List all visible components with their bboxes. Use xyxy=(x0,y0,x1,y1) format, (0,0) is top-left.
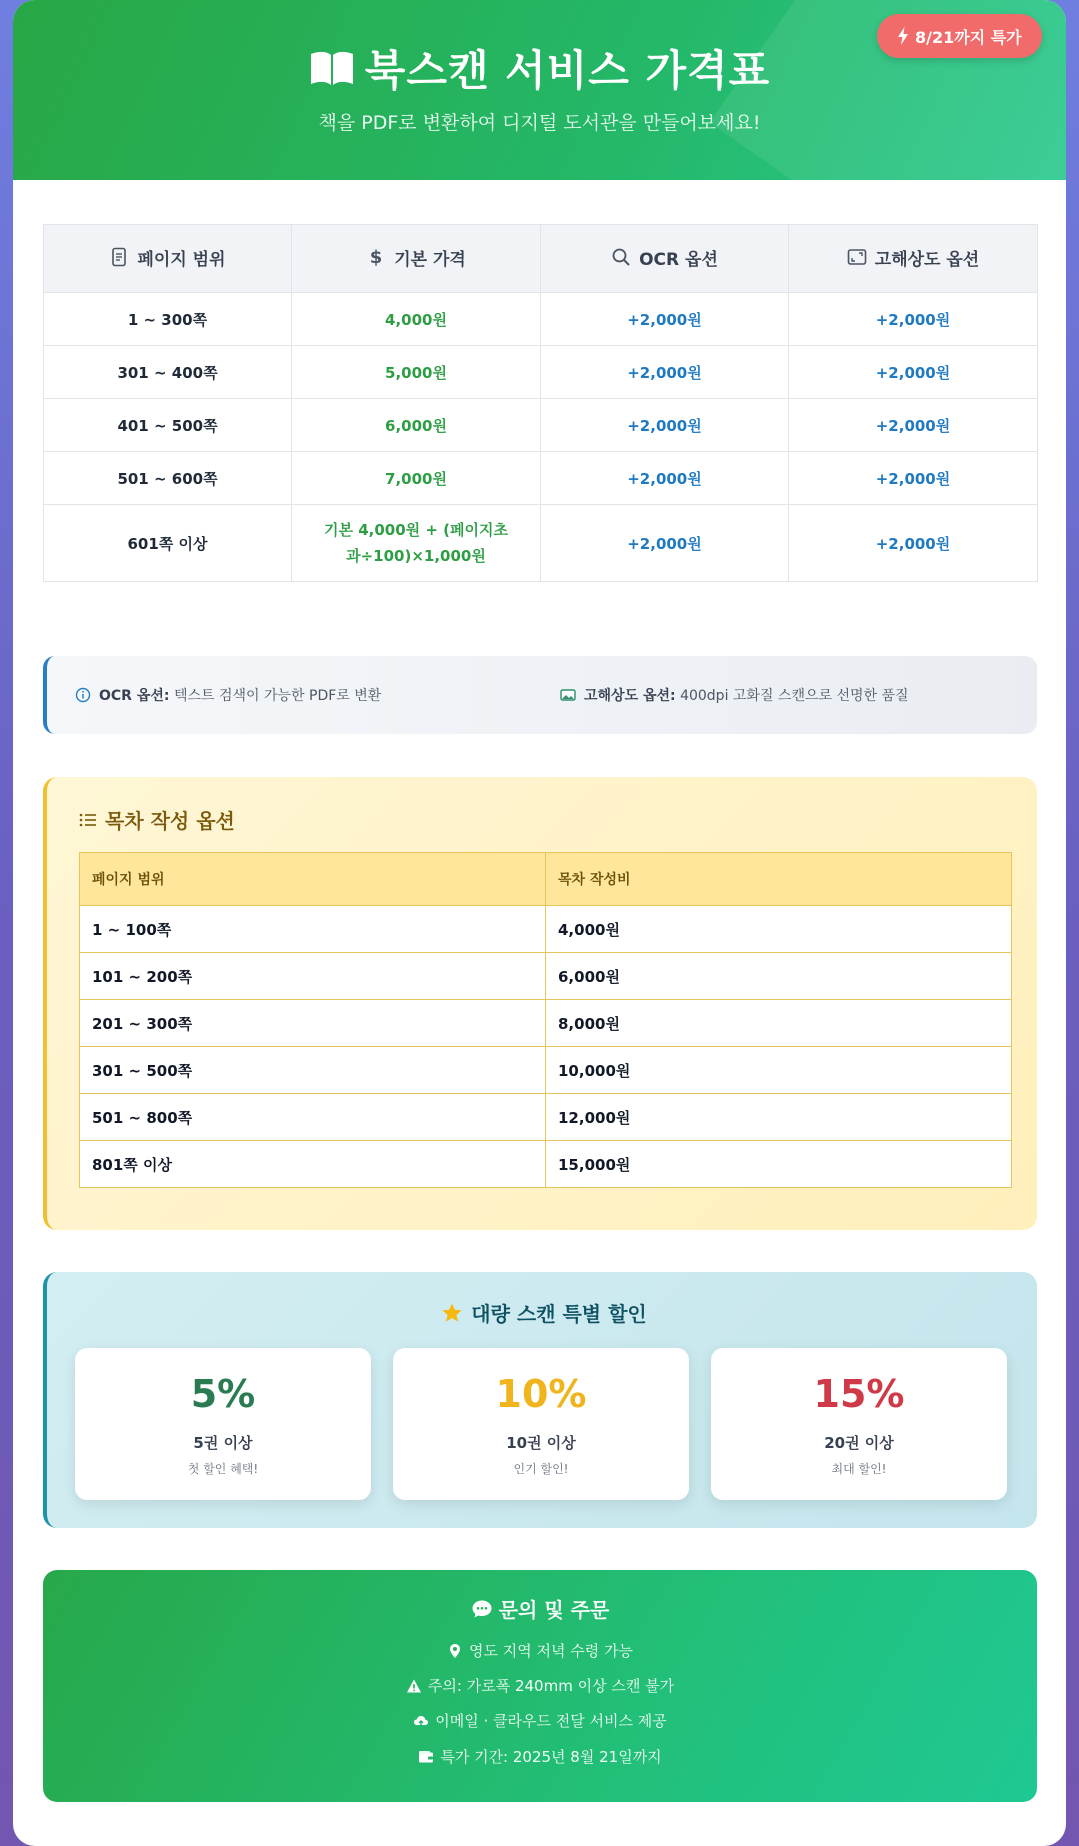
toc-price-cell: 4,000원 xyxy=(546,906,1012,953)
column-header-hires xyxy=(789,225,1038,293)
column-header-range: 페이지 범위 xyxy=(80,853,546,906)
page-subtitle: 책을 PDF로 변환하여 디지털 도서관을 만들어보세요! xyxy=(318,112,761,134)
range-cell: 1 ~ 300쪽 xyxy=(44,293,292,346)
table-row xyxy=(80,1047,1012,1094)
hires-price-cell: +2,000원 xyxy=(789,293,1038,346)
toc-option-box xyxy=(43,777,1037,1230)
discount-note: 인기 할인! xyxy=(513,1462,569,1476)
table-row xyxy=(44,452,1038,505)
dollar-icon xyxy=(366,247,386,267)
discount-note: 첫 할인 혜택! xyxy=(187,1462,259,1476)
cloud-upload-icon xyxy=(413,1713,429,1729)
hires-price-cell: +2,000원 xyxy=(789,452,1038,505)
table-row xyxy=(80,953,1012,1000)
document-icon xyxy=(109,247,129,267)
table-row xyxy=(80,1141,1012,1188)
discount-title-text: 대량 스캔 특별 할인 xyxy=(471,1302,647,1326)
range-cell: 401 ~ 500쪽 xyxy=(44,399,292,452)
wallet-icon xyxy=(418,1749,434,1765)
column-header-ocr-label: OCR 옵션 xyxy=(639,249,718,270)
base-price-cell: 7,000원 xyxy=(292,452,541,505)
table-row xyxy=(44,505,1038,582)
contact-box xyxy=(43,1570,1037,1802)
discount-condition: 20권 이상 xyxy=(824,1434,894,1452)
list-icon xyxy=(79,812,97,828)
range-cell: 301 ~ 400쪽 xyxy=(44,346,292,399)
hires-price-cell: +2,000원 xyxy=(789,399,1038,452)
range-cell: 501 ~ 600쪽 xyxy=(44,452,292,505)
ocr-info-label: OCR 옵션: xyxy=(99,688,170,704)
badge-text: 8/21까지 특가 xyxy=(915,27,1022,47)
table-row xyxy=(80,1000,1012,1047)
table-row xyxy=(44,346,1038,399)
contact-line-text: 주의: 가로폭 240mm 이상 스캔 불가 xyxy=(427,1677,675,1695)
table-row xyxy=(80,906,1012,953)
hires-price-cell: +2,000원 xyxy=(789,346,1038,399)
special-offer-badge xyxy=(877,14,1042,58)
toc-table-header-row xyxy=(80,853,1012,906)
contact-line-text: 영도 지역 저녁 수령 가능 xyxy=(469,1642,633,1660)
expand-icon xyxy=(847,247,867,267)
ocr-price-cell: +2,000원 xyxy=(541,346,789,399)
base-price-cell: 4,000원 xyxy=(292,293,541,346)
contact-line xyxy=(43,1746,1037,1767)
info-icon xyxy=(75,687,91,703)
hires-info-label: 고해상도 옵션: xyxy=(584,688,676,704)
discount-title xyxy=(47,1298,1041,1327)
column-header-range xyxy=(44,225,292,293)
discount-percent: 5% xyxy=(190,1372,256,1416)
column-header-base-label: 기본 가격 xyxy=(394,249,466,270)
discount-condition: 10권 이상 xyxy=(506,1434,576,1452)
discount-card xyxy=(75,1348,371,1500)
column-header-hires-label: 고해상도 옵션 xyxy=(874,249,980,270)
range-cell: 601쪽 이상 xyxy=(44,505,292,582)
hires-info xyxy=(560,656,909,734)
toc-price-cell: 8,000원 xyxy=(546,1000,1012,1047)
price-card xyxy=(13,0,1066,1846)
contact-title xyxy=(43,1594,1037,1623)
toc-table xyxy=(79,852,1012,1188)
contact-line xyxy=(43,1675,1037,1696)
discount-condition: 5권 이상 xyxy=(193,1434,253,1452)
toc-title xyxy=(79,805,235,834)
toc-price-cell: 10,000원 xyxy=(546,1047,1012,1094)
hires-info-text: 400dpi 고화질 스캔으로 선명한 품질 xyxy=(680,688,909,704)
bulk-discount-box xyxy=(43,1272,1037,1528)
chat-bubble-icon xyxy=(471,1599,493,1619)
range-cell: 201 ~ 300쪽 xyxy=(80,1000,546,1047)
column-header-base xyxy=(292,225,541,293)
price-table-header-row xyxy=(44,225,1038,293)
contact-line xyxy=(43,1640,1037,1661)
toc-title-text: 목차 작성 옵션 xyxy=(105,809,235,833)
toc-price-cell: 15,000원 xyxy=(546,1141,1012,1188)
star-icon xyxy=(441,1302,463,1324)
discount-percent: 15% xyxy=(813,1372,905,1416)
search-icon xyxy=(611,247,631,267)
base-price-cell: 기본 4,000원 + (페이지초과÷100)×1,000원 xyxy=(292,505,541,582)
base-price-cell: 6,000원 xyxy=(292,399,541,452)
lightning-icon xyxy=(897,27,909,45)
table-row xyxy=(44,399,1038,452)
base-price-cell: 5,000원 xyxy=(292,346,541,399)
ocr-price-cell: +2,000원 xyxy=(541,452,789,505)
column-header-ocr xyxy=(541,225,789,293)
image-icon xyxy=(560,687,576,703)
ocr-price-cell: +2,000원 xyxy=(541,399,789,452)
column-header-range-label: 페이지 범위 xyxy=(137,249,226,270)
contact-line-text: 이메일 · 클라우드 전달 서비스 제공 xyxy=(435,1712,667,1730)
option-info-box xyxy=(43,656,1037,734)
svg-text:$: $ xyxy=(369,247,383,268)
discount-note: 최대 할인! xyxy=(831,1462,887,1476)
page-title-text: 북스캔 서비스 가격표 xyxy=(364,46,771,95)
contact-line xyxy=(43,1710,1037,1731)
warning-icon xyxy=(406,1678,422,1694)
contact-title-text: 문의 및 주문 xyxy=(498,1598,610,1622)
range-cell: 101 ~ 200쪽 xyxy=(80,953,546,1000)
column-header-toc-price: 목차 작성비 xyxy=(546,853,1012,906)
toc-price-cell: 6,000원 xyxy=(546,953,1012,1000)
ocr-price-cell: +2,000원 xyxy=(541,505,789,582)
range-cell: 501 ~ 800쪽 xyxy=(80,1094,546,1141)
toc-price-cell: 12,000원 xyxy=(546,1094,1012,1141)
discount-card xyxy=(711,1348,1007,1500)
table-row xyxy=(44,293,1038,346)
location-pin-icon xyxy=(447,1643,463,1659)
ocr-price-cell: +2,000원 xyxy=(541,293,789,346)
book-open-icon xyxy=(309,48,355,88)
range-cell: 1 ~ 100쪽 xyxy=(80,906,546,953)
ocr-info xyxy=(75,656,381,734)
table-row xyxy=(80,1094,1012,1141)
contact-line-text: 특가 기간: 2025년 8월 21일까지 xyxy=(440,1748,662,1766)
range-cell: 801쪽 이상 xyxy=(80,1141,546,1188)
price-table xyxy=(43,224,1038,582)
discount-percent: 10% xyxy=(495,1372,587,1416)
hires-price-cell: +2,000원 xyxy=(789,505,1038,582)
discount-card xyxy=(393,1348,689,1500)
ocr-info-text: 텍스트 검색이 가능한 PDF로 변환 xyxy=(173,688,382,704)
range-cell: 301 ~ 500쪽 xyxy=(80,1047,546,1094)
